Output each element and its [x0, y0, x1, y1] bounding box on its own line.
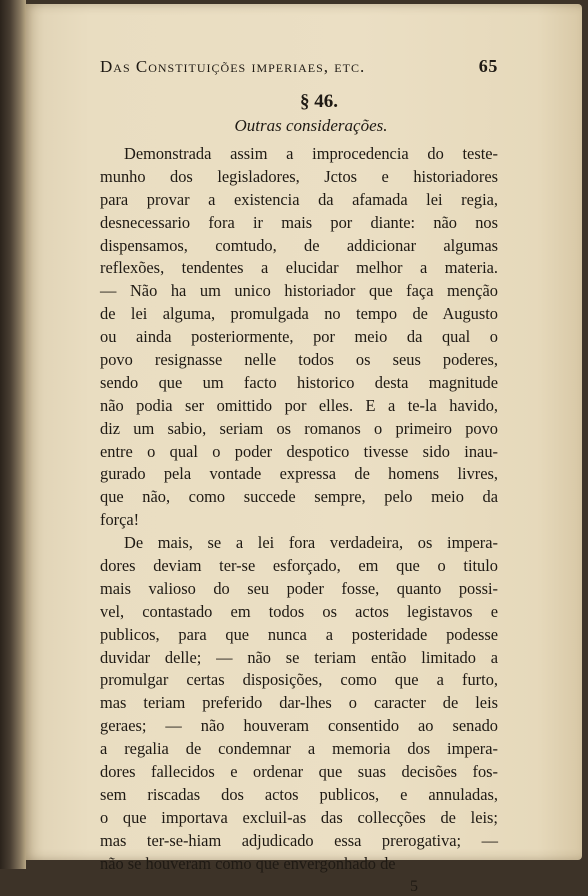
page-text — [100, 56, 498, 896]
text-line: reflexões, tendentes a elucidar melhor a materia. — [100, 258, 498, 278]
text-line: dores deviam ter-se esforçado, em que o titulo — [100, 556, 498, 576]
text-line: duvidar delle; — não se teriam então limitado a — [100, 647, 498, 667]
book-gutter — [0, 0, 26, 869]
text-line: vel, contastado em todos os actos legistavos e — [100, 601, 498, 621]
text-line: gurado pela vontade expressa de homens livres, — [100, 464, 498, 484]
signature-mark: 5 — [410, 877, 418, 895]
text-line: De mais, se a lei fora verdadeira, os impera- — [124, 533, 498, 553]
text-line: força! — [100, 510, 140, 530]
header-title: Das Constituições imperiaes, etc. — [100, 57, 366, 76]
section-title: Outras considerações. — [234, 116, 388, 135]
text-line: para provar a existencia da afamada lei regia, — [100, 189, 498, 209]
text-line: dores fallecidos e ordenar que suas decisões fos- — [100, 762, 498, 782]
section-number: § 46. — [300, 91, 338, 112]
page-number: 65 — [478, 56, 498, 76]
text-line: o que importava excluil-as das collecções de leis; — [100, 807, 498, 827]
text-line: povo resignasse nelle todos os seus poderes, — [100, 350, 498, 370]
text-line: não podia ser omittido por elles. E a te-la havido, — [100, 395, 498, 415]
text-line: mas ter-se-hiam adjudicado essa prerogativa; — — [100, 830, 498, 850]
text-line: munho dos legisladores, Jctos e historiadores — [100, 166, 498, 186]
text-line: — Não ha um unico historiador que faça menção — [100, 281, 498, 301]
text-line: a regalia de condemnar a memoria dos impera- — [100, 739, 498, 759]
text-line: sem riscadas dos actos publicos, e annuladas, — [100, 784, 498, 804]
text-line: desnecessario fora ir mais por diante: não nos — [100, 212, 498, 232]
text-line: que não, como succede sempre, pelo meio da — [100, 487, 498, 507]
text-line: Demonstrada assim a improcedencia do teste- — [124, 144, 498, 163]
text-line: diz um sabio, seriam os romanos o primeiro povo — [100, 418, 498, 438]
text-line: sendo que um facto historico desta magnitude — [100, 372, 498, 392]
text-line: dispensamos, comtudo, de addicionar algumas — [100, 235, 498, 255]
running-header — [100, 56, 498, 77]
text-line: não se houveram como que envergonhado de — [100, 853, 396, 873]
body-text — [100, 143, 498, 876]
text-line: mais valioso do seu poder fosse, quanto possi- — [100, 578, 498, 598]
text-line: publicos, para que nunca a posteridade podesse — [100, 624, 498, 644]
text-line: ou ainda posteriormente, por meio da qual o — [100, 327, 498, 347]
text-line: entre o qual o poder despotico tivesse sido inau- — [100, 441, 498, 461]
text-line: geraes; — não houveram consentido ao senado — [100, 716, 498, 736]
text-line: mas teriam preferido dar-lhes o caracter de leis — [100, 693, 498, 713]
text-line: promulgar certas disposições, como que a furto, — [100, 670, 498, 690]
text-line: de lei alguma, promulgada no tempo de Augusto — [100, 304, 498, 324]
